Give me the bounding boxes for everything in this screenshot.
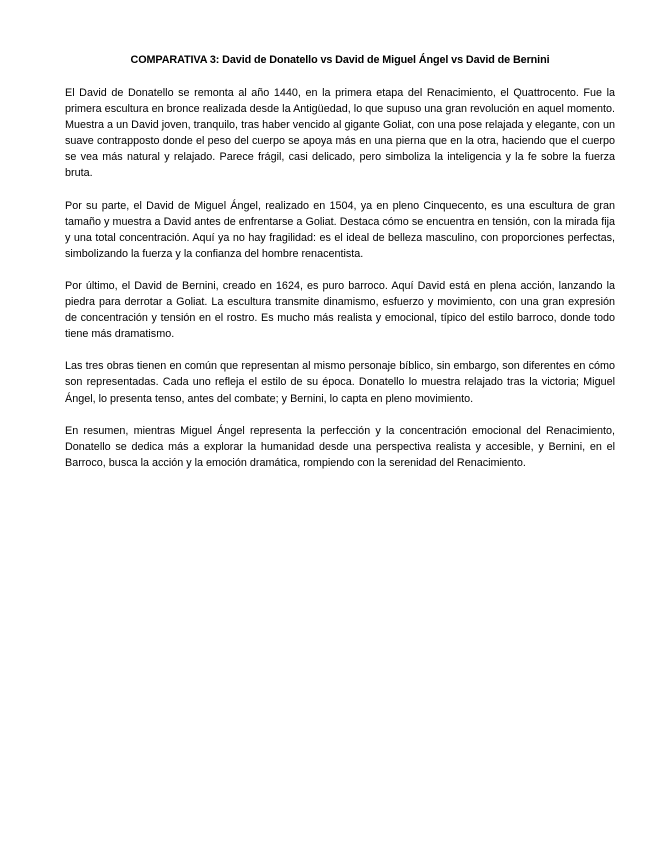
paragraph-summary: En resumen, mientras Miguel Ángel representa la perfección y la concentración emocional del Renacimiento, Donatello se dedica más a explorar la humanidad desde una perspectiva realista y accesible, y Bernini, en el Barroco, busca la acción y la emoción dramática, rompiendo con la serenidad del Renacimiento. xyxy=(65,424,615,469)
paragraph-bernini: Por último, el David de Bernini, creado en 1624, es puro barroco. Aquí David está en plena acción, lanzando la piedra para derrotar a Goliat. La escultura transmite dinamismo, esfuerzo y movimiento, con una gran expresión de concentración y tensión en el rostro. Es mucho más realista y emocional, típico del estilo barroco, donde todo tiene más dramatismo. xyxy=(65,279,615,341)
document-title: COMPARATIVA 3: David de Donatello vs David de Miguel Ángel vs David de Bernini xyxy=(130,54,550,66)
paragraph-miguel-angel: Por su parte, el David de Miguel Ángel, realizado en 1504, ya en pleno Cinquecento, es una escultura de gran tamaño y muestra a David antes de enfrentarse a Goliat. Destaca cómo se encuentra en tensión, con la mirada fija y una total concentración. Aquí ya no hay fragilidad: es el ideal de belleza masculino, con proporciones perfectas, simbolizando la fuerza y la confianza del hombre renacentista. xyxy=(65,199,615,260)
document-page xyxy=(65,53,615,487)
paragraph-comparison: Las tres obras tienen en común que representan al mismo personaje bíblico, sin embargo, son diferentes en cómo son representadas. Cada uno refleja el estilo de su época. Donatello lo muestra relajado tras la victoria; Miguel Ángel, lo presenta tenso, antes del combate; y Bernini, lo capta en pleno movimiento. xyxy=(65,360,615,405)
paragraph-donatello: El David de Donatello se remonta al año 1440, en la primera etapa del Renacimiento, el Quattrocento. Fue la primera escultura en bronce realizada desde la Antigüedad, lo que supuso una gran revolución en aquel momento. Muestra a un David joven, tranquilo, tras haber vencido al gigante Goliat, con una pose relajada y elegante, con un suave contrapposto donde el peso del cuerpo se apoya más en una pierna que en la otra, haciendo que el cuerpo se vea más natural y relajado. Parece frágil, casi delicado, pero simboliza la inteligencia y la fe sobre la fuerza bruta. xyxy=(65,87,615,180)
